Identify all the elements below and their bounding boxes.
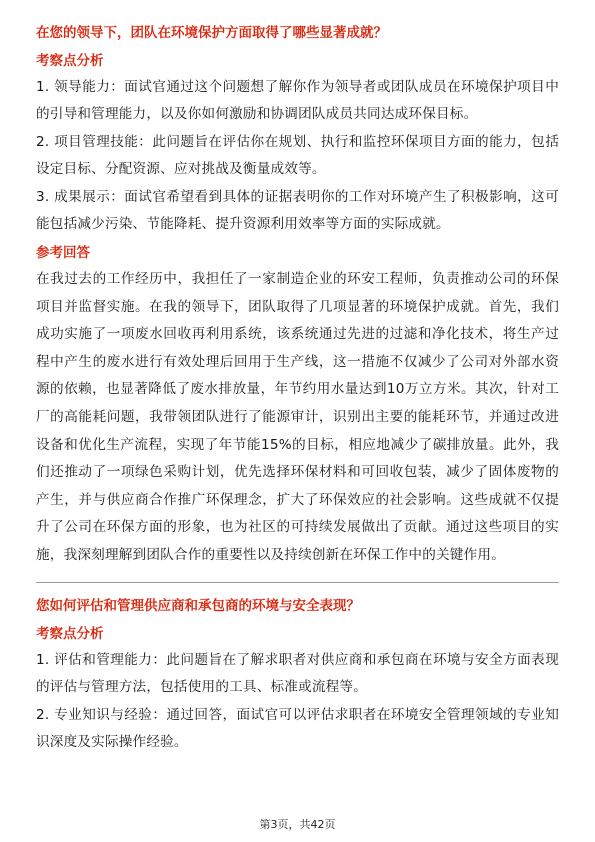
analysis-item: 1. 领导能力：面试官通过这个问题想了解你作为领导者或团队成员在环境保护项目中的引导和管理能力，以及你如何激励和协调团队成员共同达成环保目标。 (36, 79, 559, 122)
answer-heading: 参考回答 (36, 245, 90, 261)
analysis-item: 2. 专业知识与经验：通过回答，面试官可以评估求职者在环境安全管理领域的专业知识深度及实际操作经验。 (36, 706, 559, 750)
analysis-item: 2. 项目管理技能：此问题旨在评估你在规划、执行和监控环保项目方面的能力，包括设定目标、分配资源、应对挑战及衡量成效等。 (36, 134, 559, 177)
answer-block (36, 266, 559, 570)
page-number: 第3页，共42页 (259, 818, 336, 831)
question-title: 您如何评估和管理供应商和承包商的环境与安全表现？ (36, 597, 360, 614)
analysis-item: 1. 评估和管理能力：此问题旨在了解求职者对供应商和承包商在环境与安全方面表现的评估与管理方法，包括使用的工具、标准或流程等。 (36, 651, 559, 695)
analysis-heading: 考察点分析 (36, 53, 104, 69)
page-content (36, 22, 559, 757)
analysis-list (36, 647, 559, 756)
analysis-heading: 考察点分析 (36, 625, 104, 642)
question-block-2 (36, 595, 559, 756)
analysis-item: 3. 成果展示：面试官希望看到具体的证据表明你的工作对环境产生了积极影响，这可能包括减少污染、节能降耗、提升资源利用效率等方面的实际成就。 (36, 189, 559, 232)
answer-text: 在我过去的工作经历中，我担任了一家制造企业的环安工程师，负责推动公司的环保项目并监督实施。在我的领导下，团队取得了几项显著的环境保护成就。首先，我们成功实施了一项废水回收再利用系统，该系统通过先进的过滤和净化技术，将生产过程中产生的废水进行有效处理后回用于生产线，这一措施不仅减少了公司对外部水资源的依赖，也显著降低了废水排放量，年节约用水量达到10万立方米。其次，针对工厂的高能耗问题，我带领团队进行了能源审计，识别出主要的能耗环节，并通过改进设备和优化生产流程，实现了年节能15%的目标，相应地减少了碳排放量。此外，我们还推动了一项绿色采购计划，优先选择环保材料和可回收包装，减少了固体废物的产生，并与供应商合作推广环保理念，扩大了环保效应的社会影响。这些成就不仅提升了公司在环保方面的形象，也为社区的可持续发展做出了贡献。通过这些项目的实施，我深刻理解到团队合作的重要性以及持续创新在环保工作中的关键作用。 (36, 271, 559, 563)
question-title: 在您的领导下，团队在环境保护方面取得了哪些显著成就？ (36, 25, 387, 41)
analysis-list (36, 74, 559, 238)
section-divider (36, 582, 559, 583)
